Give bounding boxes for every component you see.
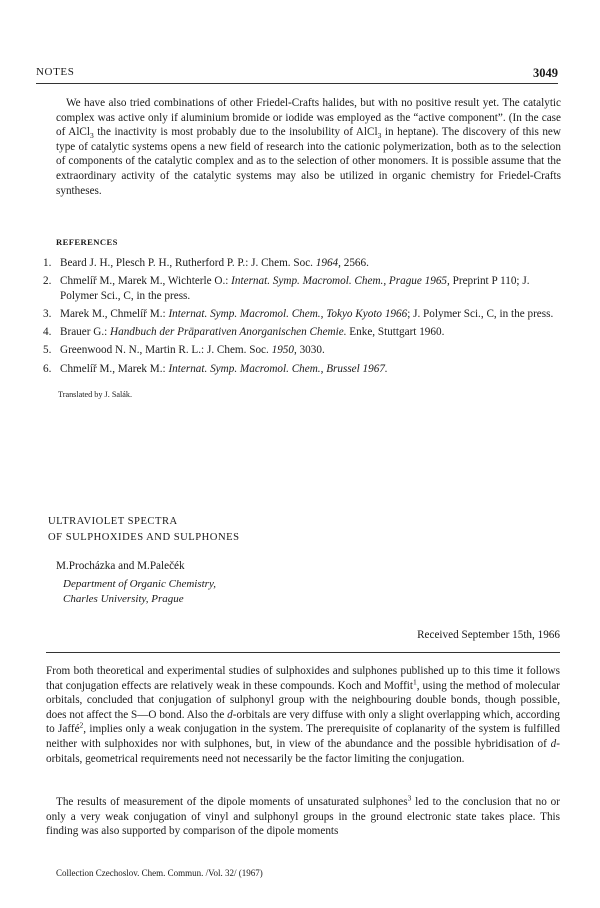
article-title-line-1: ULTRAVIOLET SPECTRA	[48, 516, 178, 527]
text-run: Brauer G.:	[60, 326, 111, 339]
affiliation-line-1: Department of Organic Chemistry,	[63, 578, 216, 590]
text-run: the inactivity is most probably due to the insolubility of AlCl	[93, 126, 378, 139]
reference-item	[43, 362, 561, 377]
received-date: Received September 15th, 1966	[417, 629, 560, 641]
text-run: , 2566.	[338, 257, 369, 269]
text-run: in heptane). The discovery of this new type of catalytic systems opens a new field of research into the cationic polymerization, both as to the selection of components of the catalytic complex and as to the selection of other monomers. It is possible assume that the extraordinary activity of the catalytic systems may also be utilized in organic chemistry for Friedel-Crafts syntheses.	[56, 126, 561, 197]
text-run: , 3030.	[293, 344, 325, 357]
subscript: 3	[377, 131, 382, 141]
author-affiliation	[63, 577, 216, 606]
italic-text: Internat. Symp. Macromol. Chem., Brussel 1967.	[168, 362, 388, 375]
references-heading: REFERENCES	[56, 237, 118, 247]
reference-item	[43, 343, 561, 358]
text-run: Greenwood N. N., Martin R. L.: J. Chem. Soc.	[60, 344, 272, 357]
article-title	[48, 514, 239, 545]
text-run: Beard J. H., Plesch P. H., Rutherford P. P.: J. Chem. Soc.	[60, 257, 316, 269]
article-title-line-2: OF SULPHOXIDES AND SULPHONES	[48, 531, 240, 543]
reference-list	[43, 256, 561, 380]
running-header	[36, 66, 558, 82]
text-run: , implies only a weak conjugation in the system. The prerequisite of coplanarity of the system is fulfilled neither with sulphoxides nor with sulphones, but, in view of the abundance and the possible hybridisation of	[46, 723, 560, 750]
reference-item	[43, 325, 561, 340]
text-run: led to the conclusion that no or only a very weak conjugation of vinyl and sulphonyl groups in the ground electronic state takes place. This finding was also supported by comparison of the dipole moments	[46, 796, 560, 838]
text-run: Chmelíř M., Marek M., Wichterle O.:	[60, 275, 232, 288]
paragraph-conjugation-effects	[46, 664, 560, 766]
italic-text: 1964	[315, 257, 339, 269]
journal-footer: Collection Czechoslov. Chem. Commun. /Vol. 32/ (1967)	[56, 868, 263, 878]
reference-number: 2.	[43, 275, 52, 288]
paragraph-dipole-moments	[46, 795, 560, 839]
reference-item	[43, 307, 561, 322]
subscript: 3	[90, 131, 94, 141]
italic-text: Internat. Symp. Macromol. Chem., Tokyo Kyoto 1966	[168, 307, 408, 320]
superscript: 2	[79, 720, 84, 730]
text-run: ; J. Polymer Sci., C, in the press.	[407, 307, 554, 320]
italic-text: d	[550, 737, 557, 750]
reference-item	[43, 256, 561, 271]
text-run: Chmelíř M., Marek M.:	[60, 362, 169, 375]
reference-number: 4.	[43, 326, 52, 339]
reference-number: 1.	[43, 257, 52, 269]
header-rule	[36, 83, 558, 84]
paragraph-catalytic-systems	[56, 96, 561, 198]
italic-text: Internat. Symp. Macromol. Chem., Prague 1965,	[231, 275, 450, 288]
text-run: , using the method of molecular orbitals, concluded that conjugation of sulphonyl group with the neighbouring double bonds, though possible, does not affect the S—O bond. Also the	[46, 679, 561, 721]
reference-number: 3.	[43, 307, 52, 320]
superscript: 1	[413, 676, 417, 686]
article-authors: M.Procházka and M.Palečék	[56, 560, 185, 572]
text-run: From both theoretical and experimental studies of sulphoxides and sulphones published up to this time it follows that conjugation effects are relatively weak in these compounds. Koch and Moffit	[46, 665, 560, 692]
reference-item	[43, 274, 561, 303]
reference-number: 6.	[43, 362, 52, 375]
italic-text: Handbuch der Präparativen Anorganischen Chemie.	[110, 326, 347, 339]
text-run: Enke, Stuttgart 1960.	[346, 326, 445, 339]
translator-credit: Translated by J. Salák.	[58, 390, 133, 399]
text-run: -orbitals, geometrical requirements need not necessarily be the factor limiting the conjugation.	[46, 737, 560, 765]
italic-text: 1950	[271, 344, 294, 357]
superscript: 3	[407, 793, 412, 803]
article-rule	[46, 652, 560, 653]
text-run: Preprint P 110; J. Polymer Sci., C, in the press.	[60, 275, 530, 302]
text-run: -orbitals are very diffuse with only a slight overlapping which, according to Jaffé	[46, 708, 560, 736]
affiliation-line-2: Charles University, Prague	[63, 592, 184, 605]
section-title: NOTES	[36, 66, 75, 78]
text-run: Marek M., Chmelíř M.:	[60, 307, 169, 320]
page-number: 3049	[533, 66, 558, 80]
italic-text: d	[227, 708, 233, 721]
reference-number: 5.	[43, 344, 52, 357]
text-run: We have also tried combinations of other Friedel-Crafts halides, but with no positive result yet. The catalytic complex was active only if aluminium bromide or iodide was employed as the “active component”. (In the case of AlCl	[56, 97, 561, 139]
text-run: The results of measurement of the dipole moments of unsaturated sulphones	[56, 796, 408, 808]
